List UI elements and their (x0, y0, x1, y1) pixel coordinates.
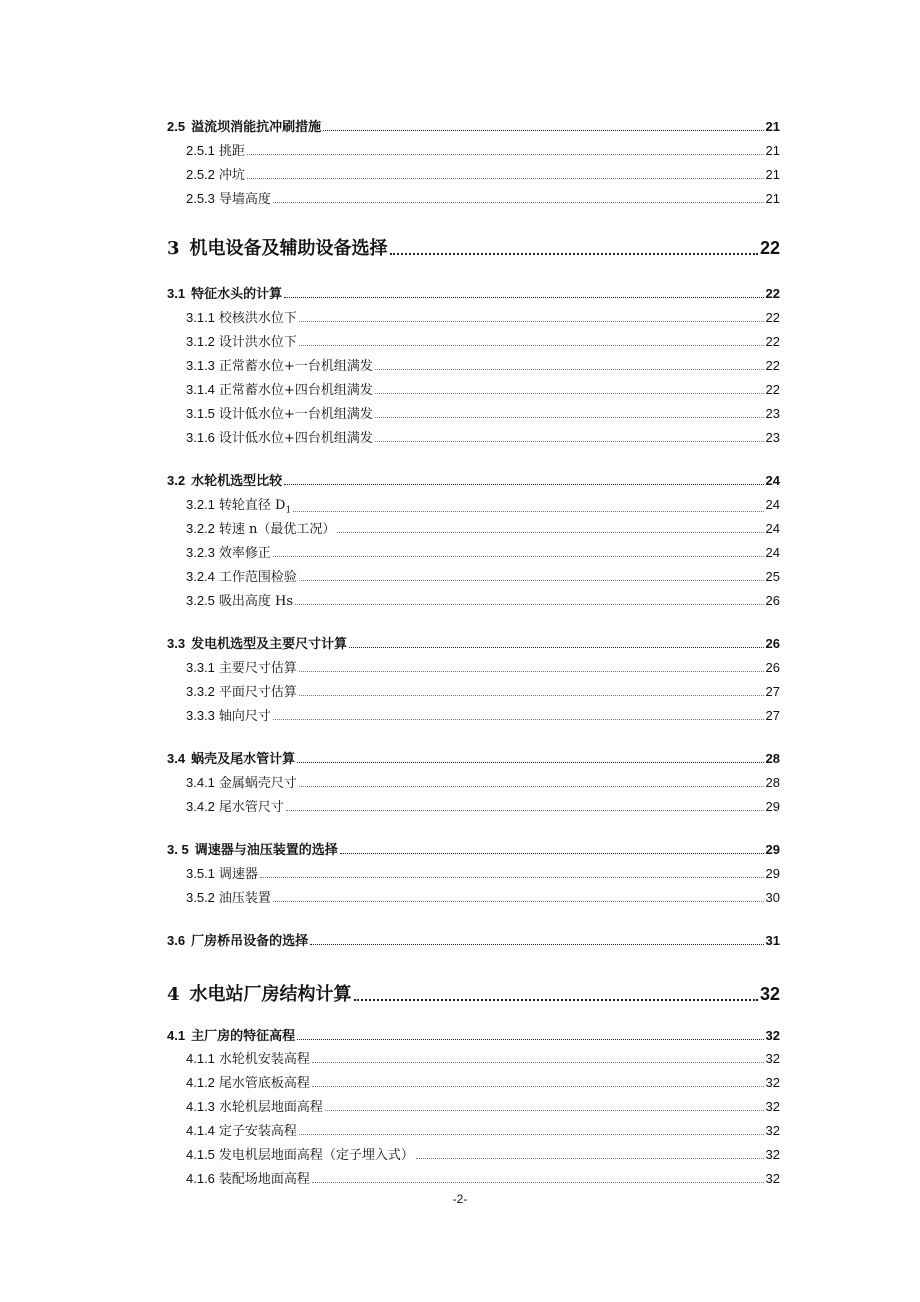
toc-entry-number: 3.1.3 (186, 358, 215, 373)
toc-section-entry[interactable] (0, 748, 920, 767)
toc-entry-title: 设计洪水位下 (218, 335, 297, 350)
toc-entry-title: 设计低水位+一台机组满发 (218, 407, 373, 422)
toc-entry-number: 3.1.6 (186, 430, 215, 445)
toc-subsection-entry[interactable] (0, 518, 920, 537)
toc-page-number: 32 (765, 1171, 780, 1186)
toc-subsection-entry[interactable] (0, 887, 920, 906)
toc-entry-number: 3.1.1 (186, 310, 215, 325)
toc-entry-number: 2.5.1 (186, 143, 215, 158)
toc-entry-title: 油压装置 (218, 891, 271, 906)
toc-entry-number: 3.6 (167, 933, 186, 948)
toc-entry-title: 水轮机层地面高程 (218, 1100, 323, 1115)
toc-entry-title: 尾水管底板高程 (218, 1076, 310, 1091)
toc-entry-title: 冲坑 (218, 168, 245, 183)
toc-page-number: 21 (765, 167, 780, 182)
toc-page-number: 32 (765, 1099, 780, 1114)
dot-leader (299, 786, 764, 787)
toc-entry-number: 3.3.3 (186, 708, 215, 723)
toc-page-number: 29 (765, 866, 780, 881)
dot-leader (260, 877, 764, 878)
toc-page-number: 24 (765, 521, 780, 536)
toc-page-number: 23 (765, 406, 780, 421)
toc-entry-number: 3.4.2 (186, 799, 215, 814)
toc-entry-title: 水轮机选型比较 (191, 474, 283, 489)
dot-leader (286, 810, 764, 811)
toc-entry-number: 4.1.1 (186, 1051, 215, 1066)
toc-page-number: 29 (765, 799, 780, 814)
dot-leader (273, 719, 764, 720)
toc-entry-number: 3.2.2 (186, 521, 215, 536)
toc-entry-number: 3.2.4 (186, 569, 215, 584)
toc-page-number: 28 (765, 775, 780, 790)
toc-subsection-entry[interactable] (0, 681, 920, 700)
toc-section-entry[interactable] (0, 116, 920, 135)
dot-leader (299, 671, 764, 672)
toc-entry-number: 3. 5 (167, 842, 189, 857)
toc-page-number: 32 (765, 1075, 780, 1090)
dot-leader (299, 345, 764, 346)
toc-entry-number: 3.3 (167, 636, 186, 651)
toc-entry-number: 3.2.1 (186, 497, 215, 512)
toc-entry-title: 正常蓄水位+一台机组满发 (218, 359, 373, 374)
toc-entry-title: 吸出高度 Hs (218, 594, 294, 609)
toc-subsection-entry[interactable] (0, 1168, 920, 1187)
toc-page-number: 22 (765, 382, 780, 397)
toc-entry-title: 机电设备及辅助设备选择 (189, 238, 388, 259)
toc-entry-title: 水轮机安装高程 (218, 1052, 310, 1067)
toc-page-number: 22 (765, 358, 780, 373)
toc-page-number: 24 (765, 545, 780, 560)
dot-leader (299, 695, 764, 696)
toc-entry-title: 平面尺寸估算 (218, 685, 297, 700)
toc-entry-number: 3.2.5 (186, 593, 215, 608)
toc-entry-number: 2.5 (167, 119, 186, 134)
toc-entry-title: 发电机选型及主要尺寸计算 (191, 637, 348, 652)
toc-section-entry[interactable] (0, 283, 920, 302)
toc-entry-number: 3.1.5 (186, 406, 215, 421)
toc-entry-number: 2.5.3 (186, 191, 215, 206)
dot-leader (416, 1158, 764, 1159)
toc-entry-number: 3.3.1 (186, 660, 215, 675)
toc-entry-title: 定子安装高程 (218, 1124, 297, 1139)
toc-entry-title: 设计低水位+四台机组满发 (218, 431, 373, 446)
toc-subsection-entry[interactable] (0, 355, 920, 374)
toc-entry-title: 正常蓄水位+四台机组满发 (218, 383, 373, 398)
toc-entry-title: 轴向尺寸 (218, 709, 271, 724)
toc-entry-number: 4.1.3 (186, 1099, 215, 1114)
toc-subsection-entry[interactable] (0, 188, 920, 207)
toc-section-entry[interactable] (0, 930, 920, 949)
dot-leader (299, 321, 764, 322)
toc-page-number: 22 (759, 238, 780, 258)
toc-page-number: 27 (765, 708, 780, 723)
toc-chapter-entry[interactable] (0, 234, 920, 260)
toc-page-number: 21 (765, 191, 780, 206)
dot-leader (247, 178, 764, 179)
toc-page-number: 26 (765, 660, 780, 675)
dot-leader (375, 393, 764, 394)
toc-entry-title: 转速 n（最优工况） (218, 522, 336, 537)
toc-entry-number: 4.1.4 (186, 1123, 215, 1138)
toc-subsection-entry[interactable] (0, 657, 920, 676)
dot-leader (273, 202, 764, 203)
dot-leader (297, 762, 763, 763)
toc-entry-title: 导墙高度 (218, 192, 271, 207)
toc-subsection-entry[interactable] (0, 1096, 920, 1115)
toc-subsection-entry[interactable] (0, 863, 920, 882)
dot-leader (323, 130, 763, 131)
toc-entry-number: 3.1 (167, 286, 186, 301)
toc-subsection-entry[interactable] (0, 403, 920, 422)
toc-subsection-entry[interactable] (0, 140, 920, 159)
toc-entry-title: 尾水管尺寸 (218, 800, 284, 815)
toc-page-number: 31 (765, 933, 780, 948)
toc-entry-title: 转轮直径 $D_1$ (218, 498, 292, 516)
toc-entry-title: 溢流坝消能抗冲刷措施 (191, 120, 322, 135)
toc-page-number: 24 (765, 473, 780, 488)
toc-page-number: 25 (765, 569, 780, 584)
toc-page-number: 22 (765, 334, 780, 349)
toc-page-number: 32 (765, 1147, 780, 1162)
dot-leader (349, 647, 763, 648)
toc-page-number: 30 (765, 890, 780, 905)
dot-leader (273, 556, 764, 557)
toc-subsection-entry[interactable] (0, 427, 920, 446)
dot-leader (354, 999, 758, 1001)
toc-entry-number: 4.1.6 (186, 1171, 215, 1186)
toc-page-number: 32 (765, 1123, 780, 1138)
toc-entry-number: 3.2.3 (186, 545, 215, 560)
toc-entry-number: 4.1 (167, 1028, 186, 1043)
toc-entry-number: 3.1.2 (186, 334, 215, 349)
dot-leader (390, 253, 758, 255)
toc-page-number: 29 (765, 842, 780, 857)
toc-page-number: 23 (765, 430, 780, 445)
dot-leader (310, 944, 763, 945)
toc-entry-title: 主厂房的特征高程 (191, 1029, 296, 1044)
toc-entry-title: 工作范围检验 (218, 570, 297, 585)
dot-leader (284, 297, 763, 298)
toc-entry-title: 特征水头的计算 (191, 287, 283, 302)
toc-subsection-entry[interactable] (0, 1120, 920, 1139)
dot-leader (295, 604, 763, 605)
toc-entry-number: 4.1.5 (186, 1147, 215, 1162)
toc-page-number: 28 (765, 751, 780, 766)
toc-page-number: 24 (765, 497, 780, 512)
toc-entry-number: 3.1.4 (186, 382, 215, 397)
toc-entry-number: 3.3.2 (186, 684, 215, 699)
dot-leader (340, 853, 764, 854)
dot-leader (273, 901, 764, 902)
toc-entry-title: 主要尺寸估算 (218, 661, 297, 676)
toc-page-number: 26 (765, 636, 780, 651)
dot-leader (293, 511, 763, 512)
dot-leader (312, 1182, 764, 1183)
toc-section-entry[interactable] (0, 839, 920, 858)
dot-leader (375, 417, 764, 418)
toc-entry-title: 蜗壳及尾水管计算 (191, 752, 296, 767)
toc-entry-number: 3 (167, 238, 180, 259)
dot-leader (299, 580, 764, 581)
dot-leader (284, 484, 763, 485)
toc-subsection-entry[interactable] (0, 379, 920, 398)
toc-subsection-entry[interactable] (0, 1048, 920, 1067)
toc-subsection-entry[interactable] (0, 705, 920, 724)
toc-entry-title: 校核洪水位下 (218, 311, 297, 326)
dot-leader (325, 1110, 764, 1111)
toc-subsection-entry[interactable] (0, 494, 920, 516)
toc-page-number: 21 (765, 119, 780, 134)
toc-subsection-entry[interactable] (0, 164, 920, 183)
toc-entry-number: 3.4.1 (186, 775, 215, 790)
page-number-footer: -2- (452, 1192, 468, 1206)
dot-leader (247, 154, 764, 155)
toc-entry-title: 挑距 (218, 144, 245, 159)
toc-subsection-entry[interactable] (0, 542, 920, 561)
dot-leader (299, 1134, 764, 1135)
toc-entry-number: 3.4 (167, 751, 186, 766)
toc-entry-number: 3.5.2 (186, 890, 215, 905)
toc-chapter-entry[interactable] (0, 980, 920, 1006)
dot-leader (312, 1086, 764, 1087)
toc-page-number: 32 (765, 1051, 780, 1066)
toc-entry-number: 2.5.2 (186, 167, 215, 182)
toc-entry-number: 4 (167, 984, 180, 1005)
toc-entry-number: 4.1.2 (186, 1075, 215, 1090)
dot-leader (297, 1039, 763, 1040)
toc-entry-title: 调速器与油压装置的选择 (194, 843, 338, 858)
toc-page-number: 27 (765, 684, 780, 699)
toc-subsection-entry[interactable] (0, 590, 920, 609)
toc-entry-title: 金属蜗壳尺寸 (218, 776, 297, 791)
dot-leader (337, 532, 763, 533)
toc-entry-title: 调速器 (218, 867, 258, 882)
toc-section-entry[interactable] (0, 633, 920, 652)
toc-section-entry[interactable] (0, 470, 920, 489)
toc-entry-title: 效率修正 (218, 546, 271, 561)
toc-entry-title: 厂房桥吊设备的选择 (191, 934, 309, 949)
dot-leader (375, 369, 764, 370)
toc-page-number: 21 (765, 143, 780, 158)
toc-subsection-entry[interactable] (0, 1072, 920, 1091)
dot-leader (375, 441, 764, 442)
toc-page-number: 22 (765, 286, 780, 301)
toc-subsection-entry[interactable] (0, 307, 920, 326)
toc-page-number: 26 (765, 593, 780, 608)
toc-entry-title: 发电机层地面高程（定子埋入式） (218, 1148, 414, 1163)
toc-section-entry[interactable] (0, 1025, 920, 1044)
toc-subsection-entry[interactable] (0, 566, 920, 585)
toc-page-number: 22 (765, 310, 780, 325)
toc-entry-number: 3.5.1 (186, 866, 215, 881)
toc-entry-number: 3.2 (167, 473, 186, 488)
toc-subsection-entry[interactable] (0, 331, 920, 350)
toc-subsection-entry[interactable] (0, 772, 920, 791)
dot-leader (312, 1062, 764, 1063)
toc-entry-subscript: 1 (285, 505, 292, 516)
toc-page-number: 32 (765, 1028, 780, 1043)
toc-subsection-entry[interactable] (0, 796, 920, 815)
toc-subsection-entry[interactable] (0, 1144, 920, 1163)
toc-entry-title: 装配场地面高程 (218, 1172, 310, 1187)
toc-page-number: 32 (759, 984, 780, 1004)
toc-entry-title: 水电站厂房结构计算 (189, 984, 352, 1005)
